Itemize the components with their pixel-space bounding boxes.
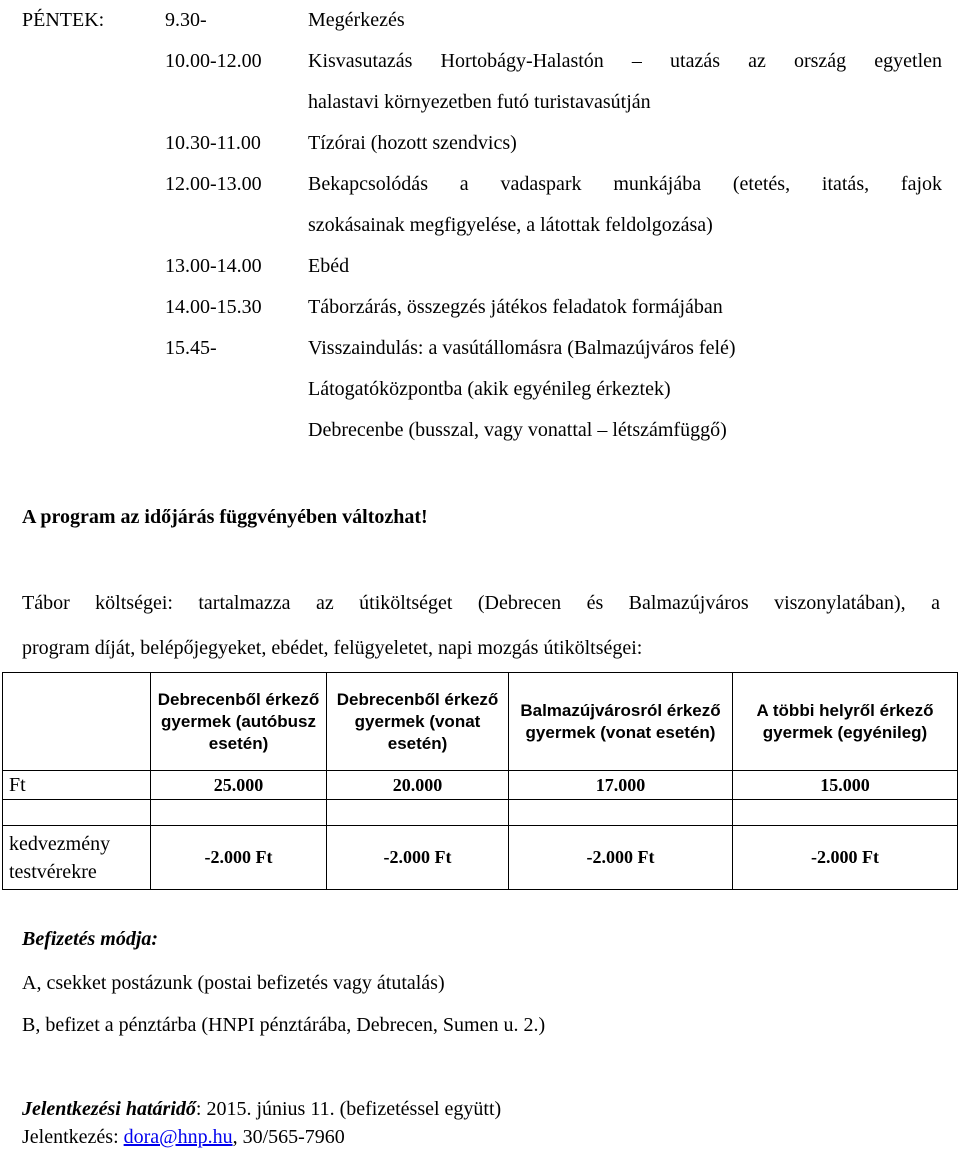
schedule-row (22, 410, 942, 451)
schedule-row (22, 287, 942, 328)
table-header-cell (3, 673, 151, 771)
schedule-row (22, 369, 942, 410)
schedule-activity: Visszaindulás: a vasútállomásra (Balmazújváros felé) (308, 337, 736, 359)
schedule-row (22, 205, 942, 246)
schedule-day: PÉNTEK: (22, 9, 105, 31)
payment-heading: Befizetés módja: (22, 928, 159, 950)
price-table (2, 672, 958, 890)
schedule-time: 9.30- (165, 9, 207, 31)
schedule-activity: Tízórai (hozott szendvics) (308, 132, 517, 154)
schedule-activity: Megérkezés (308, 9, 405, 31)
costs-line: program díját, belépőjegyeket, ebédet, felügyeletet, napi mozgás útiköltségei: (22, 637, 643, 659)
schedule-activity: Debrecenbe (busszal, vagy vonattal – létszámfüggő) (308, 419, 727, 441)
schedule-activity: Látogatóközpontba (akik egyénileg érkeztek) (308, 378, 671, 400)
deadline-value: : 2015. június 11. (befizetéssel együtt) (195, 1098, 502, 1120)
email-link[interactable]: dora@hnp.hu (123, 1126, 233, 1148)
table-cell: -2.000 Ft (327, 826, 509, 890)
deadline-line (22, 1095, 501, 1123)
schedule-row (22, 164, 942, 205)
schedule-activity: Ebéd (308, 255, 350, 277)
schedule-time: 10.00-12.00 (165, 50, 262, 72)
schedule-row (22, 328, 942, 369)
table-header-cell: Debrecenből érkező gyermek (autóbusz esetén) (151, 673, 327, 771)
table-row (3, 826, 958, 890)
table-row (3, 771, 958, 800)
table-header-cell: Debrecenből érkező gyermek (vonat esetén) (327, 673, 509, 771)
schedule-time: 12.00-13.00 (165, 173, 262, 195)
table-cell: 15.000 (733, 771, 958, 800)
table-header-row (3, 673, 958, 771)
table-header-cell: Balmazújvárosról érkező gyermek (vonat esetén) (509, 673, 733, 771)
costs-line: Tábor költségei: tartalmazza az útiköltséget (Debrecen és Balmazújváros viszonylatában), a (22, 592, 940, 614)
payment-option-b: B, befizet a pénztárba (HNPI pénztárába, Debrecen, Sumen u. 2.) (22, 1014, 546, 1036)
contact-phone: , 30/565-7960 (232, 1126, 345, 1148)
schedule (22, 0, 942, 451)
schedule-time: 15.45- (165, 337, 217, 359)
schedule-activity: Táborzárás, összegzés játékos feladatok formájában (308, 296, 723, 318)
deadline-label: Jelentkezési határidő (22, 1098, 196, 1120)
costs-description (22, 581, 940, 671)
contact-label: Jelentkezés: (22, 1126, 124, 1148)
contact-line (22, 1123, 501, 1151)
table-row-label: Ft (3, 771, 151, 800)
schedule-time: 14.00-15.30 (165, 296, 262, 318)
schedule-activity: Bekapcsolódás a vadaspark munkájába (etetés, itatás, fajok (308, 173, 942, 195)
schedule-activity: Kisvasutazás Hortobágy-Halastón – utazás az ország egyetlen (308, 50, 942, 72)
schedule-activity: halastavi környezetben futó turistavasútján (308, 91, 651, 113)
schedule-activity: szokásainak megfigyelése, a látottak feldolgozása) (308, 214, 713, 236)
table-cell: 25.000 (151, 771, 327, 800)
table-cell: -2.000 Ft (509, 826, 733, 890)
registration-info (22, 1095, 501, 1151)
schedule-row (22, 41, 942, 82)
table-cell: -2.000 Ft (733, 826, 958, 890)
schedule-row (22, 123, 942, 164)
schedule-row (22, 0, 942, 41)
schedule-time: 10.30-11.00 (165, 132, 261, 154)
table-cell: 20.000 (327, 771, 509, 800)
payment-option-a: A, csekket postázunk (postai befizetés vagy átutalás) (22, 972, 445, 994)
table-spacer-row (3, 800, 958, 826)
table-row-label: kedvezmény testvérekre (3, 826, 151, 890)
schedule-row (22, 82, 942, 123)
table-cell: -2.000 Ft (151, 826, 327, 890)
table-header-cell: A többi helyről érkező gyermek (egyénileg) (733, 673, 958, 771)
table-cell: 17.000 (509, 771, 733, 800)
payment-title (22, 928, 158, 951)
schedule-time: 13.00-14.00 (165, 255, 262, 277)
schedule-row (22, 246, 942, 287)
weather-warning: A program az időjárás függvényében változhat! (22, 506, 428, 528)
